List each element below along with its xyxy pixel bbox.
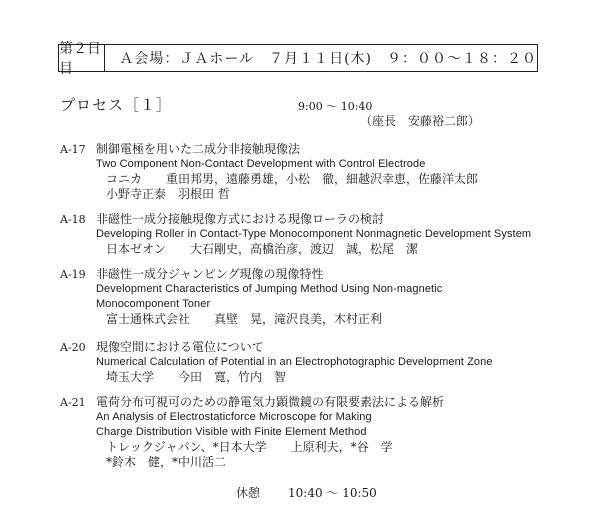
- paper-title-jp: 制御電極を用いた二成分非接触現像法: [96, 142, 301, 156]
- paper-id: A-18: [60, 213, 86, 226]
- paper-authors: 埼玉大学 今田 寛，竹内 智: [106, 370, 287, 384]
- paper-a20: [60, 340, 493, 385]
- paper-title-jp: 非磁性一成分接触現像方式における現像ローラの検討: [96, 212, 385, 226]
- paper-title-jp: 非磁性一成分ジャンピング現像の現像特性: [96, 267, 324, 281]
- paper-id: A-17: [60, 143, 86, 156]
- session-title: プロセス［１］: [60, 96, 173, 114]
- paper-title-en: Two Component Non-Contact Development with Control Electrode: [96, 158, 426, 170]
- paper-id: A-20: [60, 341, 86, 354]
- break-time: 10:40 ～ 10:50: [288, 486, 377, 500]
- paper-a18: [60, 212, 531, 257]
- session-chair: （座長 安藤裕二郎）: [360, 114, 481, 128]
- paper-authors: 小野寺正泰 羽根田 哲: [106, 187, 230, 201]
- break-row: [236, 484, 377, 501]
- paper-a17: [60, 142, 478, 202]
- paper-title-jp: 現像空間における電位について: [96, 340, 264, 354]
- paper-authors: 日本ゼオン 大石剛史，高橋治彦，渡辺 誠，松尾 潔: [106, 242, 419, 256]
- paper-id: A-21: [60, 396, 86, 409]
- paper-title-en: Numerical Calculation of Potential in an Electrophotographic Development Zone: [96, 356, 493, 368]
- break-label: 休憩: [236, 486, 261, 500]
- paper-title-en: Charge Distribution Visible with Finite Element Method: [96, 426, 367, 438]
- day-label: 第２日目: [59, 45, 105, 71]
- paper-authors: 富士通株式会社 真壁 晃，滝沢良美，木村正利: [106, 312, 383, 326]
- paper-a21: [60, 395, 444, 470]
- venue-date-time: Ａ会場：ＪＡホール ７月１１日(木) ９：００～１８：２０: [119, 51, 537, 67]
- paper-authors: コニカ 重田邦男，遠藤勇雄，小松 徹，細越沢幸恵，佐藤洋太郎: [106, 172, 479, 186]
- paper-title-en: An Analysis of Electrostaticforce Microscope for Making: [96, 411, 372, 423]
- paper-authors: *鈴木 健，*中川活二: [106, 455, 227, 469]
- session-time: 9:00 ～ 10:40: [298, 100, 373, 113]
- paper-authors: トレックジャパン、*日本大学 上原利夫，*谷 学: [106, 440, 393, 454]
- paper-a19: [60, 267, 442, 327]
- paper-title-en: Development Characteristics of Jumping Method Using Non-magnetic: [96, 283, 443, 295]
- paper-title-en: Developing Roller in Contact-Type Monocomponent Nonmagnetic Development System: [96, 228, 532, 240]
- session-header-box: [58, 41, 538, 77]
- paper-title-jp: 電荷分布可視可のための静電気力顕微鏡の有限要素法による解析: [96, 395, 445, 409]
- paper-id: A-19: [60, 268, 86, 281]
- paper-title-en: Monocomponent Toner: [96, 298, 211, 310]
